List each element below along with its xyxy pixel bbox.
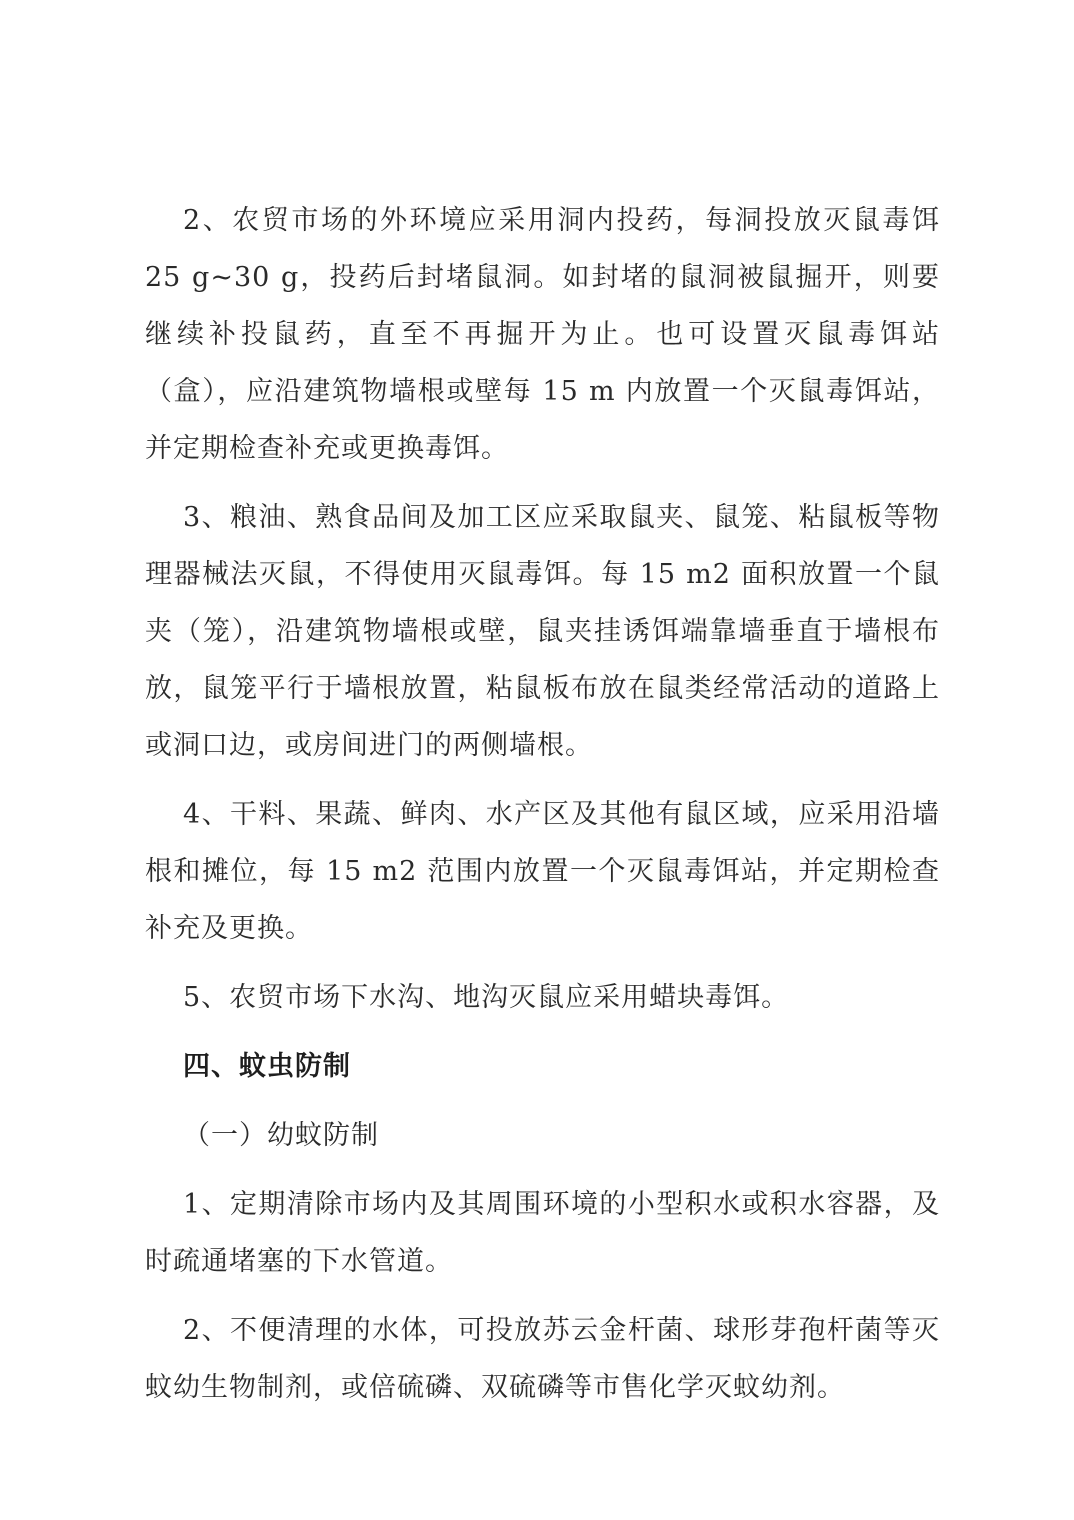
document-body [145, 192, 940, 1428]
subsection-heading-larva-control: （一）幼蚊防制 [183, 1120, 379, 1151]
paragraph-rodent-bait-stations: 4、干料、果蔬、鲜肉、水产区及其他有鼠区域，应采用沿墙根和摊位，每 15 m2 范围内放置一个灭鼠毒饵站，并定期检查补充及更换。 [145, 799, 940, 944]
paragraph-rodent-bait-outdoor: 2、农贸市场的外环境应采用洞内投药，每洞投放灭鼠毒饵 25 g~30 g，投药后封堵鼠洞。如封堵的鼠洞被鼠掘开，则要继续补投鼠药，直至不再掘开为止。也可设置灭鼠毒饵站（盒），应沿建筑物墙根或壁每 15 m 内放置一个灭鼠毒饵站，并定期检查补充或更换毒饵。 [145, 205, 940, 464]
section-heading-mosquito-control: 四、蚊虫防制 [183, 1051, 351, 1082]
paragraph-rodent-drains: 5、农贸市场下水沟、地沟灭鼠应采用蜡块毒饵。 [183, 982, 790, 1013]
paragraph-larva-larvicide: 2、不便清理的水体，可投放苏云金杆菌、球形芽孢杆菌等灭蚊幼生物制剂，或倍硫磷、双硫磷等市售化学灭蚊幼剂。 [145, 1315, 940, 1403]
paragraph-rodent-traps-food-area: 3、粮油、熟食品间及加工区应采取鼠夹、鼠笼、粘鼠板等物理器械法灭鼠，不得使用灭鼠毒饵。每 15 m2 面积放置一个鼠夹（笼），沿建筑物墙根或壁，鼠夹挂诱饵端靠墙垂直于墙根布放，鼠笼平行于墙根放置，粘鼠板布放在鼠类经常活动的道路上或洞口边，或房间进门的两侧墙根。 [145, 502, 940, 761]
paragraph-larva-remove-water: 1、定期清除市场内及其周围环境的小型积水或积水容器，及时疏通堵塞的下水管道。 [145, 1189, 940, 1277]
